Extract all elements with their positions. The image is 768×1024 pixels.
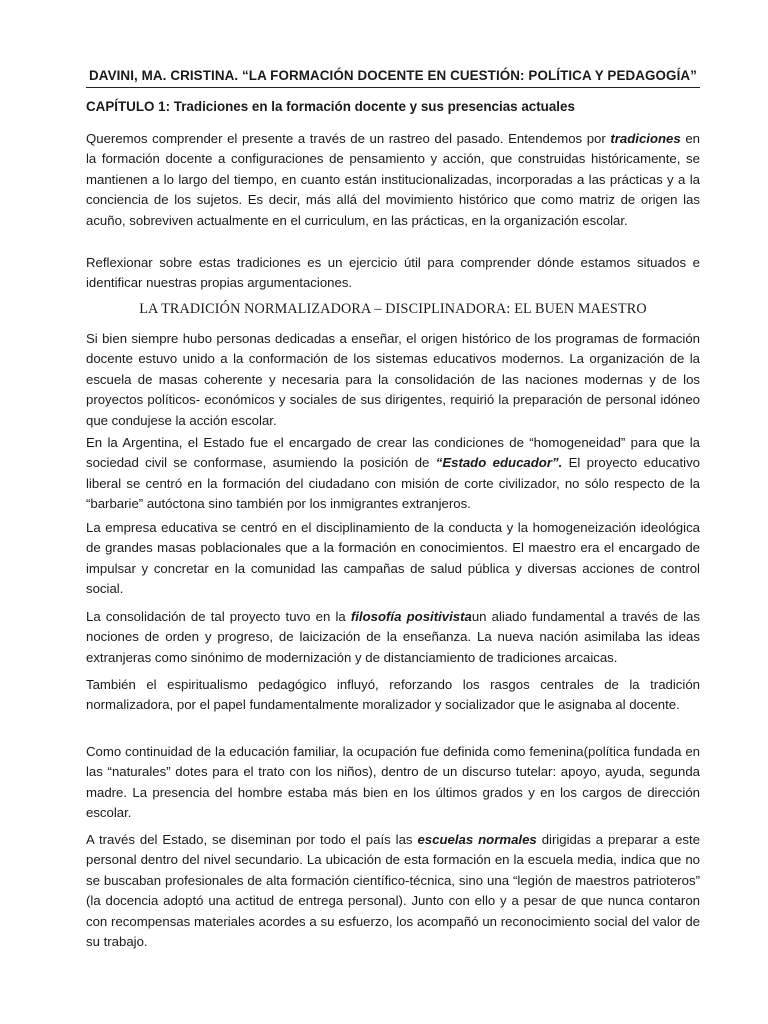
paragraph-reflexionar: Reflexionar sobre estas tradiciones es un ejercicio útil para comprender dónde estamos situados e identificar nuestras propias argumentaciones. [86,255,700,291]
paragraph-tradiciones: Queremos comprender el presente a través de un rastreo del pasado. Entendemos por tradiciones en la formación docente a configuraciones de pensamiento y acción, que construidas históricamente, se mantienen a lo largo del tiempo, en cuanto están institucionalizadas, incorporadas a las prácticas y a la conciencia de los sujetos. Es decir, más allá del movimiento histórico que como matriz de origen las acuño, sobreviven actualmente en el curriculum, en las prácticas, en la organización escolar. [86,131,700,228]
emphasis-estado-educador: “Estado educador”. [435,455,563,471]
emphasis-escuelas-normales: escuelas normales [417,832,537,847]
paragraph-escuelas-normales: A través del Estado, se diseminan por todo el país las escuelas normales dirigidas a preparar a este personal dentro del nivel secundario. La ubicación de esta formación en la escuela media, indica que no se buscaban profesionales de alta formación científico-técnica, sino una “legión de maestros patrioteros” (la docencia adoptó una actitud de entrega personal). Junto con ello y a pesar de que nunca contaron con recompensas materiales acordes a su esfuerzo, los acompañó un reconocimiento social del valor de su trabajo. [86,832,700,950]
document-header-title: DAVINI, MA. CRISTINA. “LA FORMACIÓN DOCENTE EN CUESTIÓN: POLÍTICA Y PEDAGOGÍA” [89,68,697,83]
paragraph-positivismo: La consolidación de tal proyecto tuvo en la filosofía positivistaun aliado fundamental a través de las nociones de orden y progreso, de laicización de la enseñanza. La nueva nación asimilaba las ideas extranjeras como sinónimo de modernización y de distanciamiento de tradiciones arcaicas. [86,609,700,665]
paragraph-espiritualismo: También el espiritualismo pedagógico influyó, reforzando los rasgos centrales de la tradición normalizadora, por el papel fundamentalmente moralizador y socializador que le asignaba al docente. [86,677,700,713]
paragraph-origen-historico: Si bien siempre hubo personas dedicadas a enseñar, el origen histórico de los programas de formación docente estuvo unido a la conformación de los sistemas educativos modernos. La organización de la escuela de masas coherente y necesaria para la consolidación de las naciones modernas y de los proyectos políticos- económicos y sociales de sus dirigentes, requirió la preparación de personal idóneo que condujese la acción escolar. [86,331,700,428]
chapter-title: CAPÍTULO 1: Tradiciones en la formación docente y sus presencias actuales [86,99,575,114]
paragraph-empresa-educativa: La empresa educativa se centró en el disciplinamiento de la conducta y la homogeneización ideológica de grandes masas poblacionales que a la formación en conocimientos. El maestro era el encargado de impulsar y concretar en la comunidad las campañas de salud pública y diversas acciones de control social. [86,520,700,597]
header-divider [86,87,700,88]
section-heading: LA TRADICIÓN NORMALIZADORA – DISCIPLINADORA: EL BUEN MAESTRO [139,301,647,317]
emphasis-tradiciones: tradiciones [610,131,681,146]
paragraph-educacion-familiar: Como continuidad de la educación familiar, la ocupación fue definida como femenina(política fundada en las “naturales” dotes para el trato con los niños), dentro de un discurso tutelar: apoyo, ayuda, segunda madre. La presencia del hombre estaba más bien en los últimos grados y en los cargos de dirección escolar. [86,744,700,821]
emphasis-filosofia-positivista: filosofía positivista [350,609,472,624]
paragraph-argentina: En la Argentina, el Estado fue el encargado de crear las condiciones de “homogeneidad” para que la sociedad civil se conformase, asumiendo la posición de “Estado educador”. El proyecto educativo liberal se centró en la formación del ciudadano con misión de corte civilizador, no sólo respecto de la “barbarie” autóctona sino también por los inmigrantes extranjeros. [86,435,700,512]
